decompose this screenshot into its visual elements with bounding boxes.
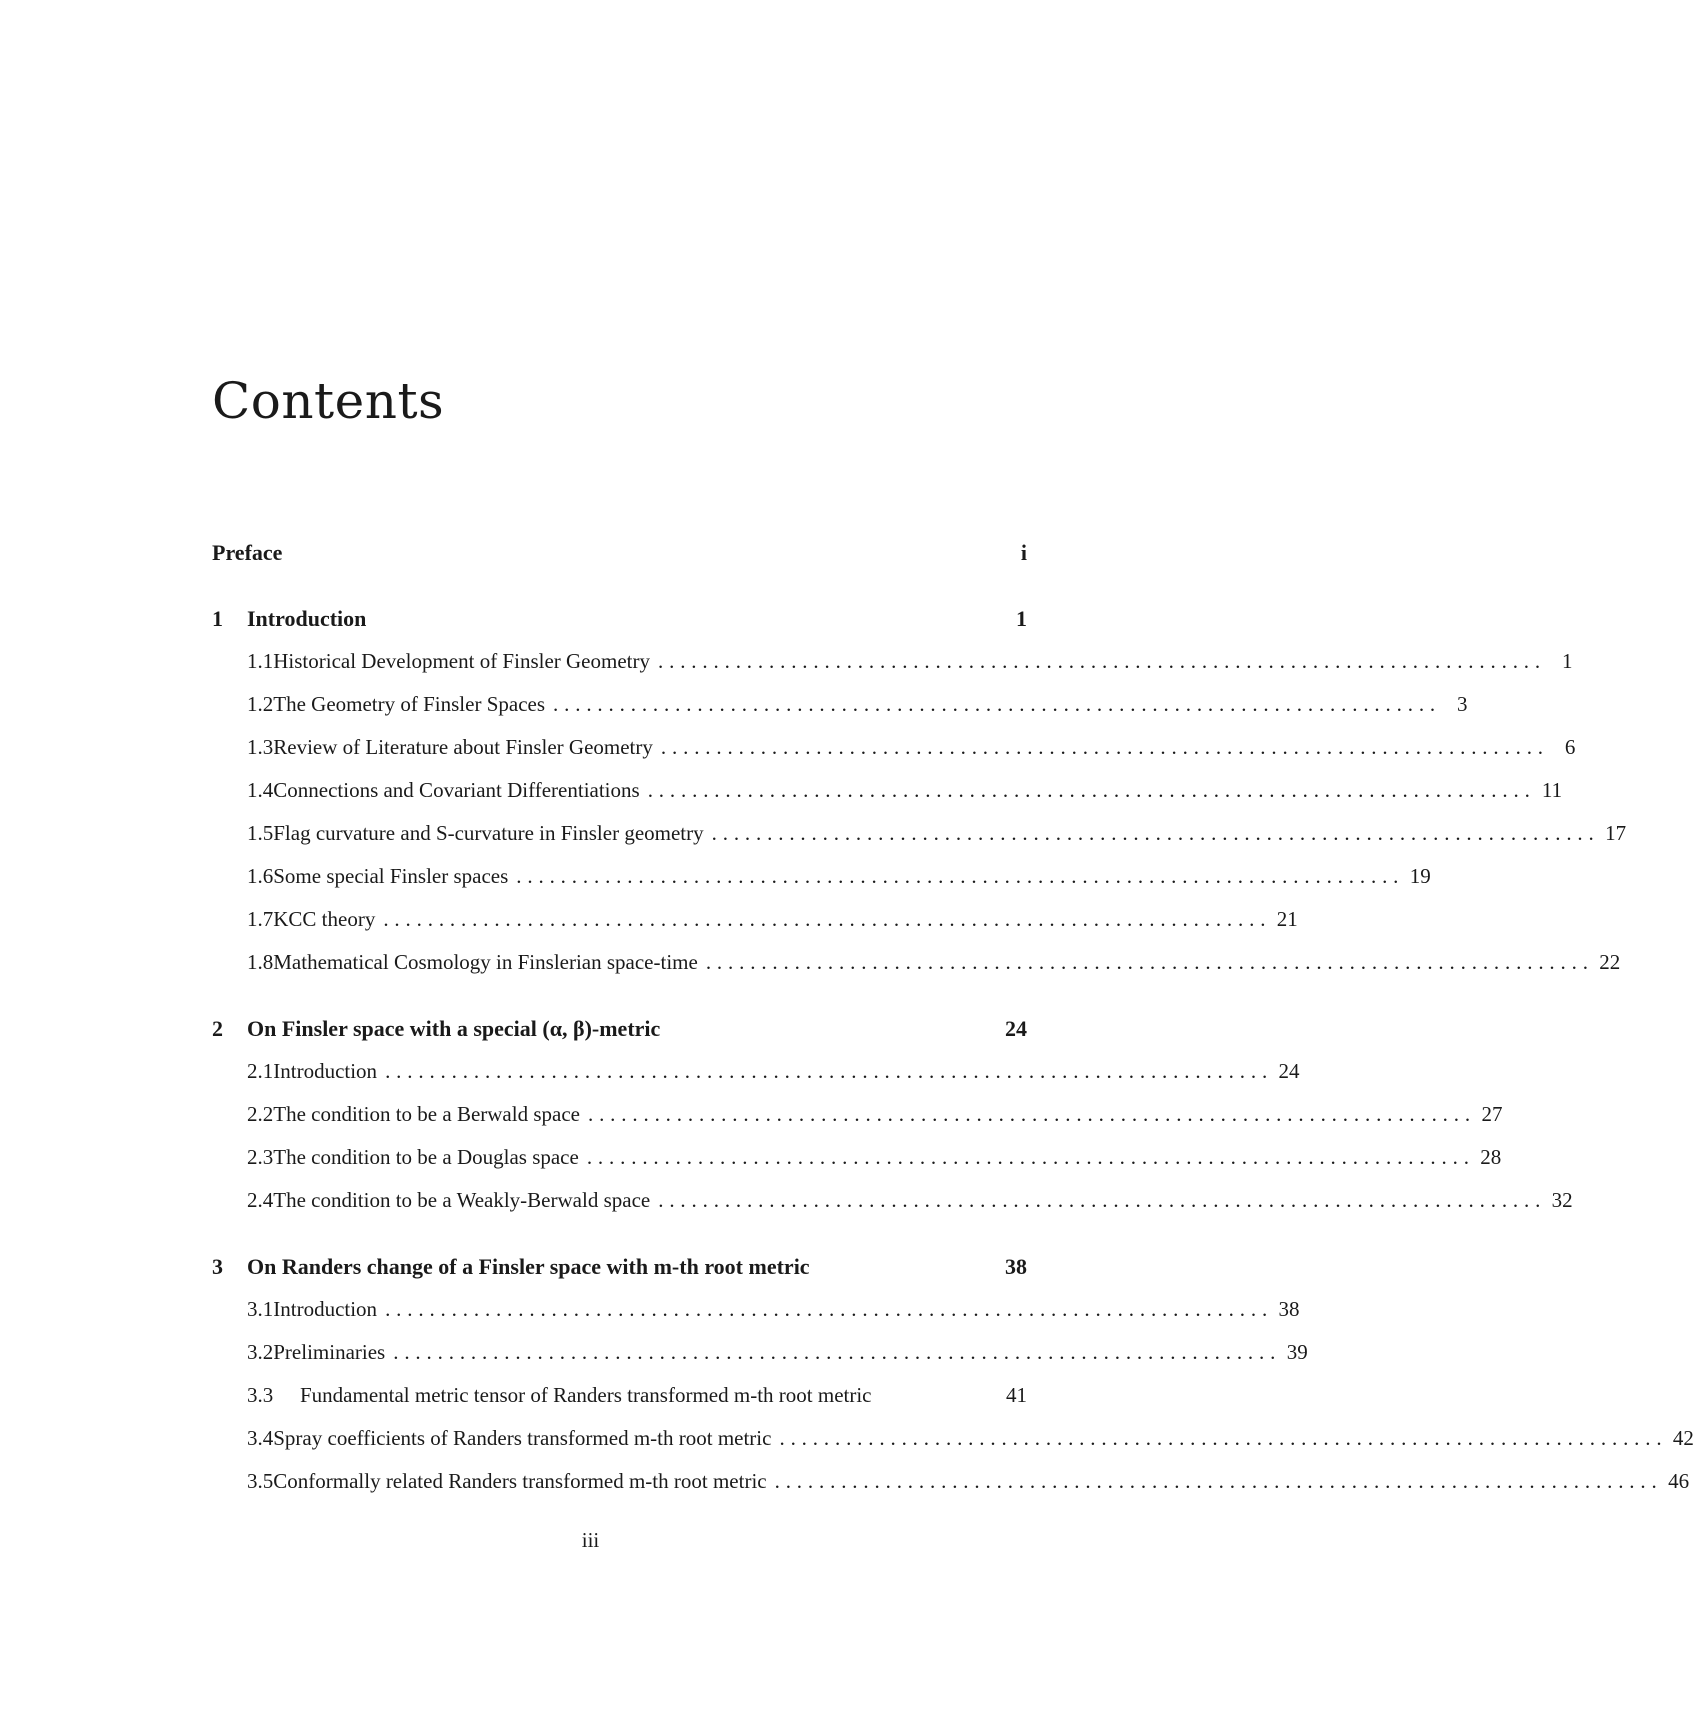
entry-number: 2.2 <box>247 1102 274 1126</box>
dot-leader: . . . . . . . . . . . . . . . . . . . . . . . . . . . . . . . . . . . . . . . . . . . . . . . . . . . . . . . . . . . . . . . . . . . . . . . . . . . . . . . . <box>586 1145 1470 1169</box>
entry-title: Spray coefficients of Randers transformed m-th root metric <box>273 1426 772 1450</box>
entry-page-number: 41 <box>1006 1383 1027 1407</box>
toc-section-entry[interactable] <box>212 649 1573 681</box>
toc-section-entry[interactable] <box>212 1059 1300 1091</box>
entry-title: Historical Development of Finsler Geometry <box>273 649 650 673</box>
entry-number: 1.2 <box>247 692 274 716</box>
entry-title: Mathematical Cosmology in Finslerian space-time <box>273 950 698 974</box>
entry-number: 1.5 <box>247 821 274 845</box>
entry-page-number: 1 <box>1016 606 1027 631</box>
dot-leader: . . . . . . . . . . . . . . . . . . . . . . . . . . . . . . . . . . . . . . . . . . . . . . . . . . . . . . . . . . . . . . . . . . . . . . . . . . . . . . . . <box>516 864 1399 888</box>
page-number: iii <box>581 1528 600 1552</box>
entry-page-number: 24 <box>1005 1016 1027 1041</box>
entry-number: 1.8 <box>247 950 274 974</box>
entry-title: Introduction <box>273 1059 378 1083</box>
toc-section-entry[interactable] <box>212 735 1576 767</box>
entry-number: 1.7 <box>247 907 274 931</box>
dot-leader: . . . . . . . . . . . . . . . . . . . . . . . . . . . . . . . . . . . . . . . . . . . . . . . . . . . . . . . . . . . . . . . . . . . . . . . . . . . . . . . . <box>587 1102 1471 1126</box>
toc-section-entry[interactable] <box>212 1297 1300 1329</box>
entry-page-number: 3 <box>1456 692 1468 716</box>
dot-leader: . . . . . . . . . . . . . . . . . . . . . . . . . . . . . . . . . . . . . . . . . . . . . . . . . . . . . . . . . . . . . . . . . . . . . . . . . . . . . . . . <box>660 735 1544 759</box>
entry-title: The condition to be a Berwald space <box>273 1102 580 1126</box>
entry-number: 3.1 <box>247 1297 274 1321</box>
toc-section-entry[interactable] <box>212 950 1621 982</box>
entry-title: Some special Finsler spaces <box>273 864 509 888</box>
entry-number: 3.2 <box>247 1340 274 1364</box>
entry-title: The condition to be a Weakly-Berwald space <box>273 1188 651 1212</box>
dot-leader: . . . . . . . . . . . . . . . . . . . . . . . . . . . . . . . . . . . . . . . . . . . . . . . . . . . . . . . . . . . . . . . . . . . . . . . . . . . . . . . . <box>647 778 1531 802</box>
entry-title: The Geometry of Finsler Spaces <box>273 692 546 716</box>
dot-leader: . . . . . . . . . . . . . . . . . . . . . . . . . . . . . . . . . . . . . . . . . . . . . . . . . . . . . . . . . . . . . . . . . . . . . . . . . . . . . . . . <box>711 821 1595 845</box>
entry-number: 2.1 <box>247 1059 274 1083</box>
toc-chapter-entry[interactable] <box>212 1254 1027 1286</box>
entry-page-number: i <box>1020 540 1027 565</box>
entry-title: On Randers change of a Finsler space with m-th root metric <box>247 1254 810 1279</box>
entry-page-number: 21 <box>1276 907 1298 931</box>
dot-leader: . . . . . . . . . . . . . . . . . . . . . . . . . . . . . . . . . . . . . . . . . . . . . . . . . . . . . . . . . . . . . . . . . . . . . . . . . . . . . . . . <box>385 1059 1268 1083</box>
entry-number: 1.4 <box>247 778 274 802</box>
entry-number: 1.3 <box>247 735 274 759</box>
dot-leader: . . . . . . . . . . . . . . . . . . . . . . . . . . . . . . . . . . . . . . . . . . . . . . . . . . . . . . . . . . . . . . . . . . . . . . . . . . . . . . . . <box>705 950 1589 974</box>
entry-title: Connections and Covariant Differentiations <box>273 778 640 802</box>
entry-page-number: 17 <box>1605 821 1627 845</box>
entry-number: 3.5 <box>247 1469 274 1493</box>
toc-chapter-entry[interactable] <box>212 606 1027 638</box>
entry-title: Introduction <box>273 1297 378 1321</box>
entry-number: 3.3 <box>247 1383 274 1407</box>
entry-title: Preliminaries <box>273 1340 386 1364</box>
entry-page-number: 38 <box>1005 1254 1027 1279</box>
entry-title: The condition to be a Douglas space <box>273 1145 579 1169</box>
entry-page-number: 22 <box>1599 950 1621 974</box>
entry-number: 1 <box>212 606 223 631</box>
entry-page-number: 32 <box>1551 1188 1573 1212</box>
toc-section-entry[interactable] <box>212 1102 1503 1134</box>
toc-section-entry[interactable] <box>212 864 1431 896</box>
entry-title: Conformally related Randers transformed m-th root metric <box>273 1469 767 1493</box>
entry-number: 3 <box>212 1254 223 1279</box>
entry-page-number: 1 <box>1561 649 1573 673</box>
toc-section-entry[interactable] <box>212 692 1468 724</box>
entry-number: 2.4 <box>247 1188 274 1212</box>
dot-leader: . . . . . . . . . . . . . . . . . . . . . . . . . . . . . . . . . . . . . . . . . . . . . . . . . . . . . . . . . . . . . . . . . . . . . . . . . . . . . . . . <box>774 1469 1658 1493</box>
entry-title: KCC theory <box>273 907 376 931</box>
entry-number: 1.6 <box>247 864 274 888</box>
entry-number: 3.4 <box>247 1426 274 1450</box>
entry-title: Flag curvature and S-curvature in Finsler geometry <box>273 821 704 845</box>
entry-title: Fundamental metric tensor of Randers transformed m-th root metric <box>300 1383 872 1407</box>
toc-section-entry[interactable] <box>212 778 1563 810</box>
entry-page-number: 24 <box>1278 1059 1300 1083</box>
entry-page-number: 19 <box>1409 864 1431 888</box>
dot-leader: . . . . . . . . . . . . . . . . . . . . . . . . . . . . . . . . . . . . . . . . . . . . . . . . . . . . . . . . . . . . . . . . . . . . . . . . . . . . . . . . <box>553 692 1436 716</box>
dot-leader: . . . . . . . . . . . . . . . . . . . . . . . . . . . . . . . . . . . . . . . . . . . . . . . . . . . . . . . . . . . . . . . . . . . . . . . . . . . . . . . . <box>385 1297 1268 1321</box>
entry-page-number: 39 <box>1286 1340 1308 1364</box>
entry-page-number: 27 <box>1481 1102 1503 1126</box>
entry-page-number: 6 <box>1564 735 1576 759</box>
dot-leader: . . . . . . . . . . . . . . . . . . . . . . . . . . . . . . . . . . . . . . . . . . . . . . . . . . . . . . . . . . . . . . . . . . . . . . . . . . . . . . . . <box>393 1340 1276 1364</box>
toc-section-entry[interactable] <box>212 907 1298 939</box>
toc-section-entry[interactable] <box>212 1188 1573 1220</box>
entry-title: On Finsler space with a special (α, β)-metric <box>247 1016 661 1041</box>
dot-leader: . . . . . . . . . . . . . . . . . . . . . . . . . . . . . . . . . . . . . . . . . . . . . . . . . . . . . . . . . . . . . . . . . . . . . . . . . . . . . . . . <box>658 649 1541 673</box>
toc-chapter-entry[interactable] <box>212 1016 1027 1048</box>
toc-section-entry[interactable] <box>212 1426 1694 1458</box>
toc-section-entry[interactable] <box>212 1469 1690 1501</box>
dot-leader: . . . . . . . . . . . . . . . . . . . . . . . . . . . . . . . . . . . . . . . . . . . . . . . . . . . . . . . . . . . . . . . . . . . . . . . . . . . . . . . . <box>658 1188 1541 1212</box>
toc-section-entry[interactable] <box>212 1340 1308 1372</box>
toc-section-entry[interactable] <box>212 1145 1502 1177</box>
dot-leader: . . . . . . . . . . . . . . . . . . . . . . . . . . . . . . . . . . . . . . . . . . . . . . . . . . . . . . . . . . . . . . . . . . . . . . . . . . . . . . . . <box>383 907 1266 931</box>
entry-page-number: 28 <box>1480 1145 1502 1169</box>
entry-page-number: 38 <box>1278 1297 1300 1321</box>
entry-number: 2.3 <box>247 1145 274 1169</box>
entry-number: 1.1 <box>247 649 274 673</box>
dot-leader: . . . . . . . . . . . . . . . . . . . . . . . . . . . . . . . . . . . . . . . . . . . . . . . . . . . . . . . . . . . . . . . . . . . . . . . . . . . . . . . . <box>779 1426 1662 1450</box>
entry-title: Review of Literature about Finsler Geometry <box>273 735 653 759</box>
toc-section-entry[interactable] <box>212 1383 1027 1415</box>
entry-page-number: 42 <box>1672 1426 1694 1450</box>
entry-number: 2 <box>212 1016 223 1041</box>
toc-section-entry[interactable] <box>212 821 1627 853</box>
entry-page-number: 11 <box>1541 778 1563 802</box>
entry-title: Preface <box>212 540 283 565</box>
page-title: Contents <box>212 372 445 430</box>
entry-page-number: 46 <box>1668 1469 1690 1493</box>
entry-title: Introduction <box>247 606 367 631</box>
toc-chapter-entry[interactable] <box>212 540 1027 572</box>
